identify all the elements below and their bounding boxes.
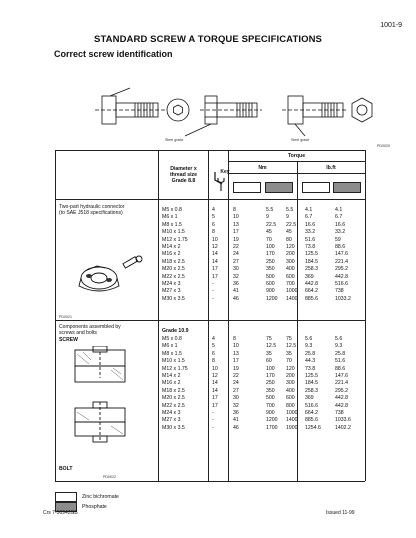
header-grade-8-8: Grade 8.8	[171, 178, 196, 184]
swatch-phosphate-nm	[265, 182, 293, 193]
section1-title-line1: Two-part hydraulic connector	[59, 204, 125, 210]
swatch-zinc-nm	[233, 182, 261, 193]
section2-image-id: PD0022	[103, 475, 116, 479]
section1-sizes: M5 x 0.8 M6 x 1 M8 x 1.5 M10 x 1.5 M12 x 1.75 M14 x 2 M16 x 2 M18 x 2.5 M20 x 2.5 M22 x 2.5 M24 x 3 M27 x 3 M30 x 3.5	[162, 207, 188, 302]
grade-10-9: Grade 10.9	[162, 328, 189, 334]
screw-identification-illustration	[90, 86, 390, 142]
steel-grade-label-left: Steel grade	[165, 138, 184, 142]
header-thread: thread size	[169, 172, 198, 178]
section2-title-line2: screws and bolts	[59, 330, 97, 336]
hydraulic-connector-illustration	[75, 254, 145, 298]
section2-nm-phosphate: 75 12.5 35 70 120 200 300 400 600 800 1000 1400 1900	[286, 336, 298, 431]
bolt-label: BOLT	[59, 466, 73, 472]
section1-key-a: 4 5 6 8 10 12 14 14 17 17 - - -	[212, 207, 218, 302]
section2-key-a: 4 5 6 8 10 12 14 14 17 17 - - -	[212, 336, 218, 431]
page-number: 1001-9	[380, 22, 402, 29]
footer-document-code: Crs 7-56942GB	[43, 510, 78, 516]
section-subtitle: Correct screw identification	[54, 49, 173, 59]
swatch-zinc-lbft	[302, 182, 330, 193]
section1-nm-phosphate: 5.5 9 22.5 45 80 120 200 300 400 600 700 1000 1400	[286, 207, 298, 302]
section1-title-line2: (to SAE J518 specifications)	[59, 210, 123, 216]
header-torque: Torque	[287, 153, 306, 159]
legend-zinc	[55, 492, 155, 502]
steel-grade-label-right: Steel grade	[291, 138, 310, 142]
header-key: Key	[220, 169, 230, 175]
screw-label: SCREW	[59, 337, 78, 343]
torque-table	[55, 150, 365, 481]
legend-zinc-label: Zinc bichromate	[82, 494, 119, 500]
section1-lbft-zinc: 4.1 6.7 16.6 33.2 51.6 73.8 125.5 184.5 258.3 369 442.8 664.2 885.6	[305, 207, 318, 302]
section2-key-b: 8 10 13 17 19 22 24 27 30 32 36 41 46	[233, 336, 239, 431]
section1-key-b: 8 10 13 17 19 22 24 27 30 32 36 41 46	[233, 207, 239, 302]
footer-issue-date: Issued 11-99	[326, 510, 355, 516]
swatch-phosphate-lbft	[333, 182, 361, 193]
header-lbft: lb.ft	[326, 165, 336, 171]
figure-id: PD0020	[377, 144, 390, 148]
legend-zinc-swatch	[55, 492, 77, 502]
header-diameter: Diameter x	[170, 166, 197, 172]
header-nm: Nm	[258, 165, 267, 171]
legend-phosphate-label: Phosphate	[82, 504, 107, 510]
page-title: STANDARD SCREW A TORQUE SPECIFICATIONS	[94, 34, 322, 45]
section2-nm-zinc: 75 12.5 35 60 100 170 250 350 500 700 900 1200 1700	[266, 336, 278, 431]
section2-sizes: M5 x 0.8 M6 x 1 M8 x 1.5 M10 x 1.5 M12 x 1.75 M14 x 2 M16 x 2 M18 x 2.5 M20 x 2.5 M22 x 2.5 M24 x 3 M27 x 3 M30 x 3.5	[162, 336, 188, 431]
section1-nm-zinc: 5.5 9 22.5 45 70 100 170 250 350 500 600 900 1200	[266, 207, 278, 302]
section1-lbft-phosphate: 4.1 6.7 16.6 33.2 59 88.6 147.6 221.4 295.2 442.8 516.6 738 1033.2	[335, 207, 351, 302]
screw-bolt-illustration	[69, 346, 139, 450]
wrench-icon	[215, 176, 227, 192]
section2-lbft-zinc: 5.6 9.3 25.8 44.3 73.8 125.5 184.5 258.3 369 516.6 664.2 885.6 1254.6	[305, 336, 321, 431]
section2-title-line1: Components assembled by	[59, 324, 121, 330]
section2-lbft-phosphate: 5.6 9.3 25.8 51.6 88.6 147.6 221.4 295.2 442.8 442.8 738 1033.6 1402.2	[335, 336, 351, 431]
section1-image-id: PD0021	[59, 315, 72, 319]
